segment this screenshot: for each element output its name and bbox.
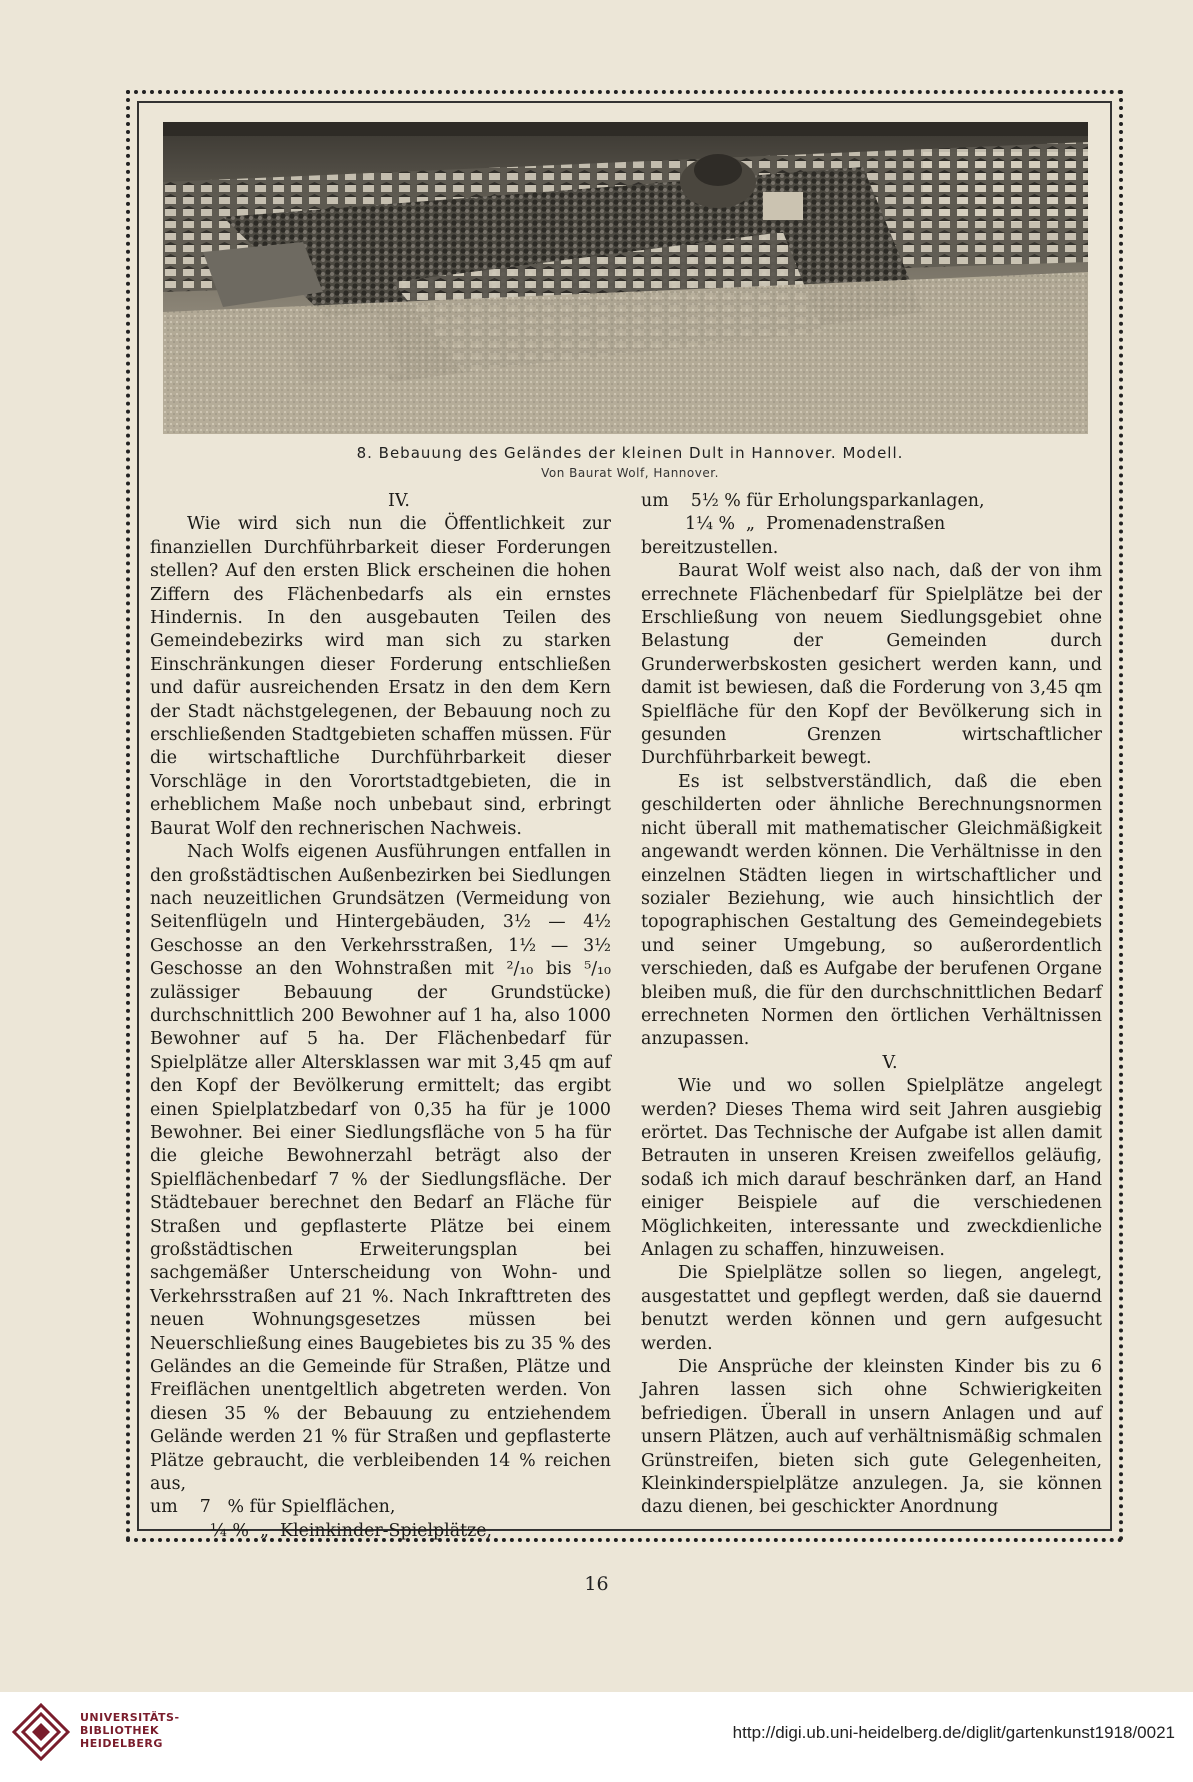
list-item: 1¼ % „ Promenadenstraßen [685,514,946,535]
library-name-line: HEIDELBERG [80,1737,163,1750]
list-item: ¼ % „ Kleinkinder-Spielplätze, [210,1520,493,1541]
paragraph: Baurat Wolf weist also nach, daß der von ihm errechnete Flächenbedarf für Spielplätze bei der Erschließung von neuem Siedlungsgebiet ohne Belastung der Gemeinden durch Grunderwerbskosten gesichert werden kann, und damit ist bewiesen, daß die Forderung von 3,45 qm Spielfläche für den Kopf der Bevölkerung sich in gesunden Grenzen wirtschaftlicher Durchführbarkeit bewegt. [641,561,1102,769]
left-column [150,490,611,1543]
paragraph: Die Spielplätze sollen so liegen, angelegt, ausgestattet und gepflegt werden, daß sie dauernd benutzt werden können und gern aufgesucht werden. [641,1263,1102,1354]
figure-caption: 8. Bebauung des Geländes der kleinen Dult in Hannover. Modell. [356,444,904,462]
section-heading-iv: IV. [388,491,410,511]
city-model-image [163,122,1088,434]
figure-credit: Von Baurat Wolf, Hannover. [541,466,719,480]
paragraph: Die Ansprüche der kleinsten Kinder bis zu 6 Jahren lassen sich ohne Schwierigkeiten befriedigen. Überall in unsern Anlagen und auf unsern Plätzen, auch auf verhältnismäßig schmalen Grünstreifen, bieten sich gute Gelegenheiten, Kleinkinderspielplätze anzulegen. Ja, sie können dazu dienen, bei geschickter Anordnung [641,1357,1102,1518]
library-logo-icon [12,1703,70,1761]
paragraph: Wie wird sich nun die Öffentlichkeit zur finanziellen Durchführbarkeit dieser Forderungen stellen? Auf den ersten Blick erscheinen die hohen Ziffern des Flächenbedarfs als ein ernstes Hindernis. In den ausgebauten Teilen des Gemeindebezirks wird man sich zu starken Einschränkungen dieser Forderung entschließen und dafür ausreichenden Ersatz in den dem Kern der Stadt nächstgelegenen, der Bebauung noch zu erschließenden Stadtgebieten schaffen müssen. Für die wirtschaftliche Durchführbarkeit dieser Vorschläge in den Vorortstadtgebieten, die in erheblichem Maße noch unbebaut sind, erbringt Baurat Wolf den rechnerischen Nachweis. [150,514,611,839]
library-name-line: BIBLIOTHEK [80,1724,160,1737]
library-name-line: UNIVERSITÄTS- [80,1711,180,1724]
list-end: bereitzustellen. [641,537,779,558]
list-item: um 5½ % für Erholungsparkanlagen, [641,491,985,511]
list-item: um 7 % für Spielflächen, [150,1497,396,1518]
paragraph: Es ist selbstverständlich, daß die eben geschilderten oder ähnliche Berechnungsnormen nicht überall mit mathematischer Gleichmäßigkeit angewandt werden können. Die Verhältnisse in den einzelnen Städten liegen in wirtschaftlicher und sozialer Beziehung, wie auch hinsichtlich der topographischen Gestaltung des Gemeindegebiets und seiner Umgebung, so außerordentlich verschieden, daß es Aufgabe der berufenen Organe bleiben muß, die für den durchschnittlichen Bedarf errechneten Normen den örtlichen Verhältnissen anzupassen. [641,771,1102,1050]
page-number: 16 [584,1573,609,1595]
footer-bar [0,1692,1193,1782]
source-url-link[interactable]: http://digi.ub.uni-heidelberg.de/diglit/gartenkunst1918/0021 [732,1723,1175,1742]
section-heading-v: V. [882,1052,898,1073]
library-name [80,1711,180,1750]
model-photograph [163,122,1088,434]
paragraph: Nach Wolfs eigenen Ausführungen entfallen in den großstädtischen Außenbezirken bei Siedlungen nach neuzeitlichen Grundsätzen (Vermeidung von Seitenflügeln und Hintergebäuden, 3½ — 4½ Geschosse an den Verkehrsstraßen, 1½ — 3½ Geschosse an den Wohnstraßen mit ²/₁₀ bis ⁵/₁₀ zulässiger Bebauung der Grundstücke) durchschnittlich 200 Bewohner auf 1 ha, also 1000 Bewohner auf 5 ha. Der Flächenbedarf für Spielplätze aller Altersklassen war mit 3,45 qm auf den Kopf der Bevölkerung ermittelt; das ergibt einen Spielplatzbedarf von 0,35 ha für je 1000 Bewohner. Bei einer Siedlungsfläche von 5 ha für die gleiche Bewohnerzahl beträgt also der Spielflächenbedarf 7 % der Siedlungsfläche. Der Städtebauer berechnet den Bedarf an Fläche für Straßen und gepflasterte Plätze bei einem großstädtischen Erweiterungsplan bei sachgemäßer Unterscheidung von Wohn- und Verkehrsstraßen auf 21 %. Nach Inkrafttreten des neuen Wohnungsgesetzes müssen bei Neuerschließung eines Baugebietes bis zu 35 % des Geländes an die Gemeinde für Straßen, Plätze und Freiflächen unentgeltlich abgetreten werden. Von diesen 35 % der Bebauung zu entziehendem Gelände werden 21 % für Straßen und gepflasterte Plätze gebraucht, die verbleibenden 14 % reichen aus, [150,842,611,1495]
right-column [641,490,1102,1520]
paragraph: Wie und wo sollen Spielplätze angelegt werden? Dieses Thema wird seit Jahren ausgiebig erörtet. Das Technische der Aufgabe ist allen damit Betrauten in unseren Kreisen zweifellos geläufig, sodaß ich mich darauf beschränken darf, an Hand einiger Beispiele auf die verschiedenen Möglichkeiten, interessante und zweckdienliche Anlagen zu schaffen, hinzuweisen. [641,1076,1102,1260]
